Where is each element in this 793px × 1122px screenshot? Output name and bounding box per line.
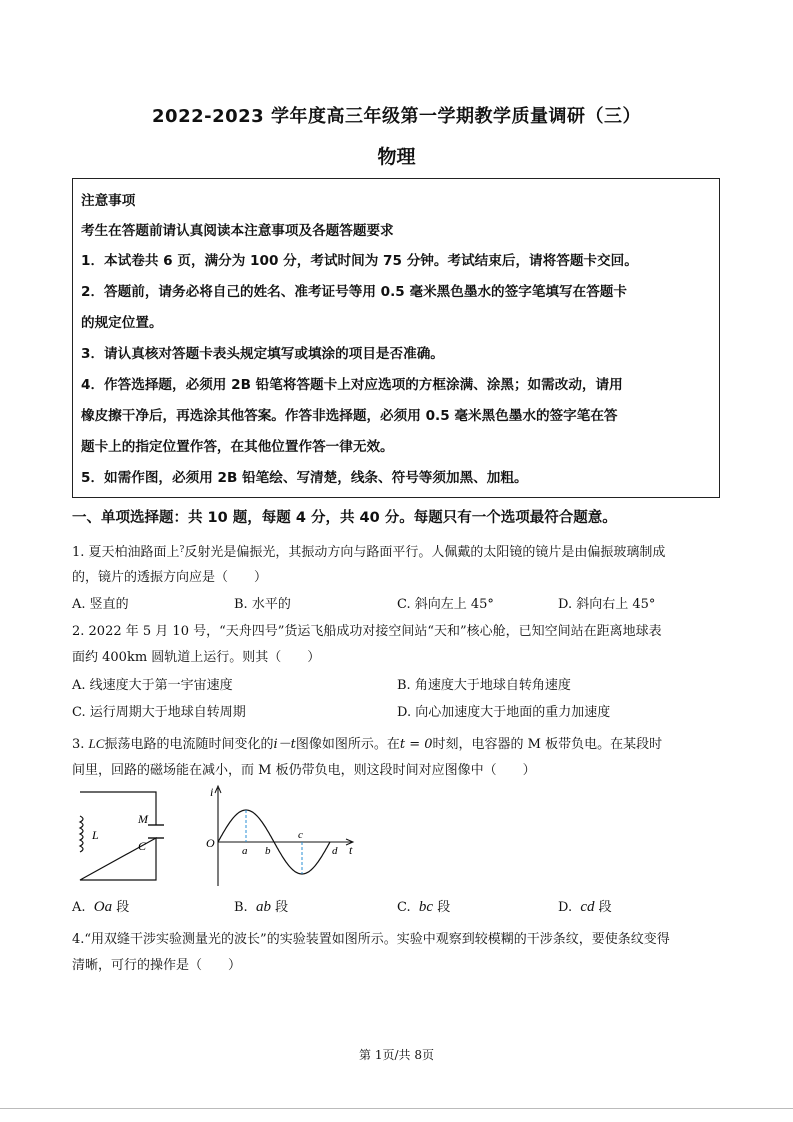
notice-intro: 考生在答题前请认真阅读本注意事项及各题答题要求 xyxy=(81,223,394,239)
q1-option-d: D. 斜向右上 45° xyxy=(558,597,656,612)
label-a: a xyxy=(242,845,248,857)
q3-it: i－t xyxy=(273,737,296,752)
page-footer: 第 1页/共 8页 xyxy=(359,1048,434,1062)
bottom-divider xyxy=(0,1108,793,1109)
q3-option-a-seg: Oa xyxy=(93,899,113,915)
q3-option-d-seg: cd xyxy=(580,899,595,915)
q3-option-d-letter: D. xyxy=(558,900,573,915)
q3-t0: t = 0 xyxy=(399,737,433,752)
lc-circuit-diagram xyxy=(72,784,172,888)
q3-option-c-suffix: 段 xyxy=(437,900,451,915)
question-1-line-2: 的，镜片的透振方向应是（ ） xyxy=(72,570,268,585)
q2-option-c: C. 运行周期大于地球自转周期 xyxy=(72,705,246,720)
label-c: C xyxy=(138,839,147,853)
notice-line: 橡皮擦干净后，再选涂其他答案。作答非选择题，必须用 0.5 毫米黑色墨水的签字笔在答 xyxy=(81,408,618,424)
q3-option-d-suffix: 段 xyxy=(598,900,612,915)
question-4-line-1: 4.“用双缝干涉实验测量光的波长”的实验装置如图所示。实验中观察到较模糊的干涉条纹，要使条纹变得 xyxy=(72,932,670,947)
q3-lc: LC xyxy=(88,736,105,751)
notice-line: 题卡上的指定位置作答，在其他位置作答一律无效。 xyxy=(81,439,394,455)
q3-option-b xyxy=(234,896,288,916)
question-3-line-1 xyxy=(72,733,662,752)
label-i: i xyxy=(210,785,214,799)
question-2-line-2: 面约 400km 圆轨道上运行。则其（ ） xyxy=(72,650,321,665)
notice-line: 1．本试卷共 6 页，满分为 100 分，考试时间为 75 分钟。考试结束后，请将答题卡交回。 xyxy=(81,253,638,269)
q3-option-a-suffix: 段 xyxy=(116,900,130,915)
label-b: b xyxy=(265,845,271,857)
q3-option-b-letter: B. xyxy=(234,900,248,915)
question-1-text-b: 反射光是偏振光，其振动方向与路面平行。人佩戴的太阳镜的镜片是由偏振玻璃制成 xyxy=(184,545,666,560)
question-2-line-1: 2. 2022 年 5 月 10 号，“天舟四号”货运飞船成功对接空间站“天和”核心舱，已知空间站在距离地球表 xyxy=(72,624,662,639)
label-o: O xyxy=(206,836,215,850)
q3-option-c-seg: bc xyxy=(418,899,434,915)
label-d: d xyxy=(332,845,338,857)
notice-line: 3．请认真核对答题卡表头规定填写或填涂的项目是否准确。 xyxy=(81,346,444,362)
q2-option-d: D. 向心加速度大于地面的重力加速度 xyxy=(397,705,611,720)
i-t-graph xyxy=(200,782,370,888)
q1-option-b: B. 水平的 xyxy=(234,597,291,612)
notice-line: 4．作答选择题，必须用 2B 铅笔将答题卡上对应选项的方框涂满、涂黑；如需改动，请用 xyxy=(81,377,623,393)
q3-number: 3. xyxy=(72,737,85,752)
notice-heading: 注意事项 xyxy=(81,193,136,209)
q3-text-3: 时刻，电容器的 M 板带负电。在某段时 xyxy=(432,737,663,752)
exam-title: 2022-2023 学年度高三年级第一学期教学质量调研（三） xyxy=(152,106,641,127)
q1-option-c: C. 斜向左上 45° xyxy=(397,597,494,612)
superscript-glyph-icon: ? xyxy=(179,545,185,555)
notice-line: 2．答题前，请务必将自己的姓名、准考证号等用 0.5 毫米黑色墨水的签字笔填写在答题卡 xyxy=(81,284,627,300)
label-l: L xyxy=(92,828,99,842)
label-t: t xyxy=(349,843,353,857)
question-3-line-2: 间里，回路的磁场能在减小，而 M 板仍带负电，则这段时间对应图像中（ ） xyxy=(72,763,536,778)
notice-box xyxy=(72,178,720,498)
q3-option-d xyxy=(558,896,612,916)
label-c: c xyxy=(298,829,303,841)
question-4-line-2: 清晰，可行的操作是（ ） xyxy=(72,958,242,973)
question-1-text-a: 1. 夏天柏油路面上 xyxy=(72,545,180,560)
notice-line: 的规定位置。 xyxy=(81,315,163,331)
question-1-line-1 xyxy=(72,541,665,560)
q3-text-2: 图像如图所示。在 xyxy=(295,737,400,752)
subject-title: 物理 xyxy=(377,146,416,168)
notice-line: 5．如需作图，必须用 2B 铅笔绘、写清楚，线条、符号等须加黑、加粗。 xyxy=(81,470,528,486)
q3-text-1: 振荡电路的电流随时间变化的 xyxy=(104,737,274,752)
q3-option-b-suffix: 段 xyxy=(275,900,289,915)
q3-option-a xyxy=(72,896,129,916)
q3-option-a-letter: A. xyxy=(72,900,86,915)
q3-option-b-seg: ab xyxy=(255,899,271,915)
label-m: M xyxy=(138,812,148,826)
section-heading: 一、单项选择题：共 10 题，每题 4 分，共 40 分。每题只有一个选项最符合题意。 xyxy=(72,510,617,526)
inductor-coil-icon xyxy=(80,816,83,852)
q2-option-a: A. 线速度大于第一宇宙速度 xyxy=(72,678,233,693)
q1-option-a: A. 竖直的 xyxy=(72,597,129,612)
q3-option-c-letter: C. xyxy=(397,900,411,915)
q3-option-c xyxy=(397,896,450,916)
q2-option-b: B. 角速度大于地球自转角速度 xyxy=(397,678,571,693)
